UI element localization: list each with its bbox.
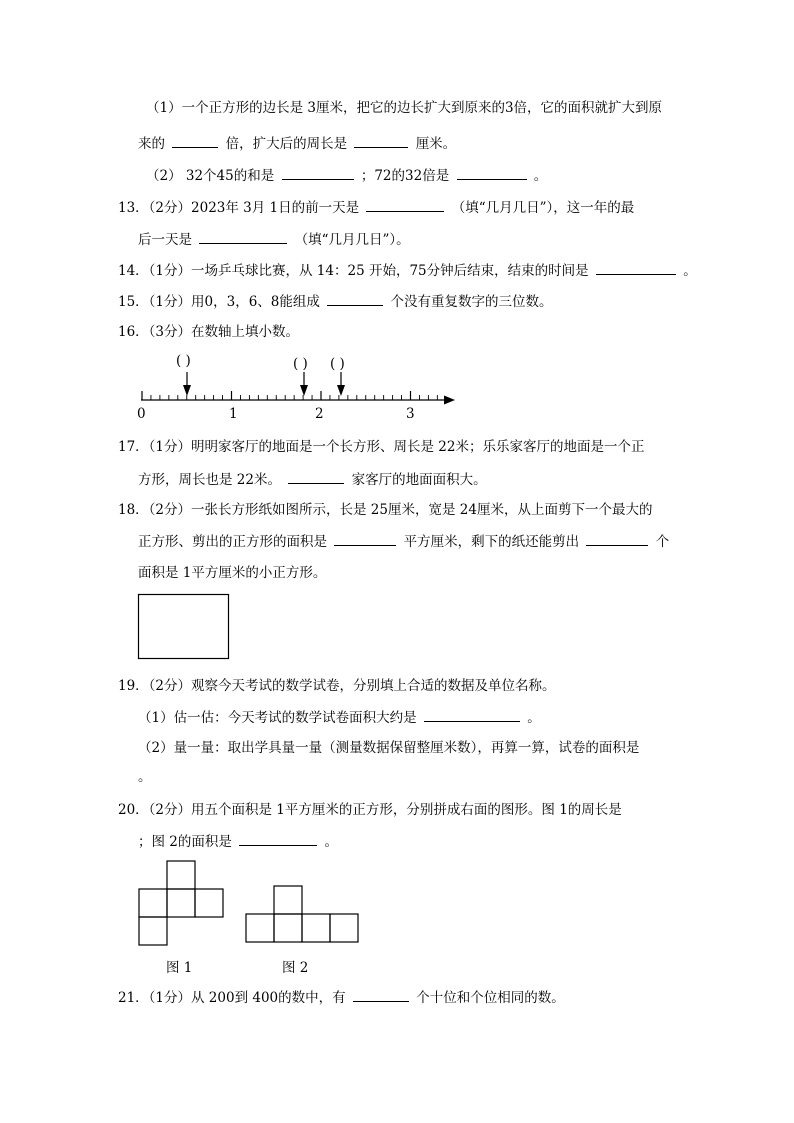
q12-text: 来的	[138, 136, 165, 152]
q18-text: 平方厘米，剩下的纸还能剪出	[403, 534, 580, 550]
q20-text: 。	[324, 834, 338, 850]
q18-text: 正方形、剪出的正方形的面积是	[138, 534, 327, 550]
q17-text: 方形，周长也是 22米。	[138, 472, 281, 488]
pointer-3-paren: ( )	[330, 356, 345, 372]
down-arrow-icon	[337, 385, 345, 396]
q18-line1	[118, 500, 652, 520]
q12-text: 倍，扩大后的周长是	[225, 136, 348, 152]
q18-blank-1[interactable]	[334, 531, 396, 546]
q19-text: 19．（2分）观察今天考试的数学试卷，分别填上合适的数据及单位名称。	[118, 678, 556, 694]
q17-blank[interactable]	[288, 469, 344, 484]
down-arrow-icon	[183, 385, 191, 396]
q12-text: 厘米。	[415, 136, 457, 152]
pointer-3	[337, 372, 345, 396]
q12-part2-text: 。	[533, 168, 548, 184]
figure-1-caption: 图 1	[166, 960, 193, 976]
q12-part2-text: （2） 32个45的和是	[146, 168, 275, 184]
q20-text: 20．（2分）用五个面积是 1平方厘米的正方形，分别拼成右面的图形。图 1的周长是	[118, 802, 622, 818]
figure-2-caption: 图 2	[282, 960, 309, 976]
q12-part2-text: ；72的32倍是	[360, 168, 450, 184]
q20-line2	[138, 831, 338, 852]
q19-text: （1）估一估：今天考试的数学试卷面积大约是	[138, 710, 417, 726]
q13-text: 13．（2分）2023年 3月 1日的前一天是	[118, 200, 360, 216]
q19-blank-1[interactable]	[424, 707, 520, 722]
q21-blank[interactable]	[353, 987, 409, 1002]
tick-label-0: 0	[137, 406, 146, 422]
q20-text: ；图 2的面积是	[138, 834, 232, 850]
q15-text: 15．（1分）用0，3，6、8能组成	[118, 294, 320, 310]
q13-text: （填“几月几日”），这一年的最	[451, 200, 635, 216]
q13-text: （填“几月几日”）。	[294, 232, 410, 248]
q19-line4	[138, 767, 152, 787]
q18-line2	[138, 531, 669, 552]
q19-text: 。	[138, 769, 152, 785]
q20-line1	[118, 800, 622, 820]
q20-blank[interactable]	[239, 831, 317, 846]
q18-text: 面积是 1平方厘米的小正方形。	[138, 565, 327, 581]
figure-2-shape	[246, 886, 358, 942]
q12-part1-text: （1）一个正方形的边长是 3厘米，把它的边长扩大到原来的3倍，它的面积就扩大到原	[146, 100, 663, 116]
down-arrow-icon	[300, 385, 308, 396]
q18-text: 18．（2分）一张长方形纸如图所示，长是 25厘米，宽是 24厘米，从上面剪下一个最大的	[118, 502, 653, 518]
q19-line1	[118, 676, 556, 696]
q16-text: 16．（3分）在数轴上填小数。	[118, 324, 300, 340]
q21-text: 个十位和个位相同的数。	[416, 990, 565, 1006]
q13-text: 后一天是	[138, 232, 192, 248]
pointer-2	[300, 372, 308, 396]
number-line-arrowhead	[444, 396, 455, 405]
q14-text: 14．（1分）一场乒乓球比赛，从 14：25 开始，75分钟后结束，结束的时间是	[118, 263, 589, 279]
q18-blank-2[interactable]	[586, 531, 648, 546]
q19-line2	[138, 707, 541, 728]
tick-label-2: 2	[315, 406, 324, 422]
q19-text: 。	[527, 710, 541, 726]
pointer-1	[183, 372, 191, 396]
pointer-1-paren: ( )	[176, 353, 191, 369]
q21-text: 21．（1分）从 200到 400的数中，有	[118, 990, 346, 1006]
q21-line	[118, 987, 565, 1008]
q17-line1	[118, 437, 645, 457]
q18-line3	[138, 563, 326, 583]
number-line	[141, 372, 455, 405]
q18-text: 个	[655, 534, 670, 550]
q19-text: （2）量一量：取出学具量一量（测量数据保留整厘米数），再算一算，试卷的面积是	[138, 740, 640, 756]
q14-text: 。	[683, 263, 697, 279]
q17-line2	[138, 469, 487, 490]
pointer-2-paren: ( )	[293, 356, 308, 372]
q15-text: 个没有重复数字的三位数。	[390, 294, 553, 310]
q17-text: 家客厅的地面面积大。	[351, 472, 487, 488]
figure-1-shape	[139, 861, 223, 945]
q17-text: 17．（1分）明明家客厅的地面是一个长方形、周长是 22米；乐乐家客厅的地面是一个正	[118, 439, 645, 455]
tick-label-1: 1	[229, 406, 238, 422]
paper-rectangle-figure	[139, 595, 229, 659]
tick-label-3: 3	[406, 406, 415, 422]
q19-line3	[138, 738, 639, 758]
